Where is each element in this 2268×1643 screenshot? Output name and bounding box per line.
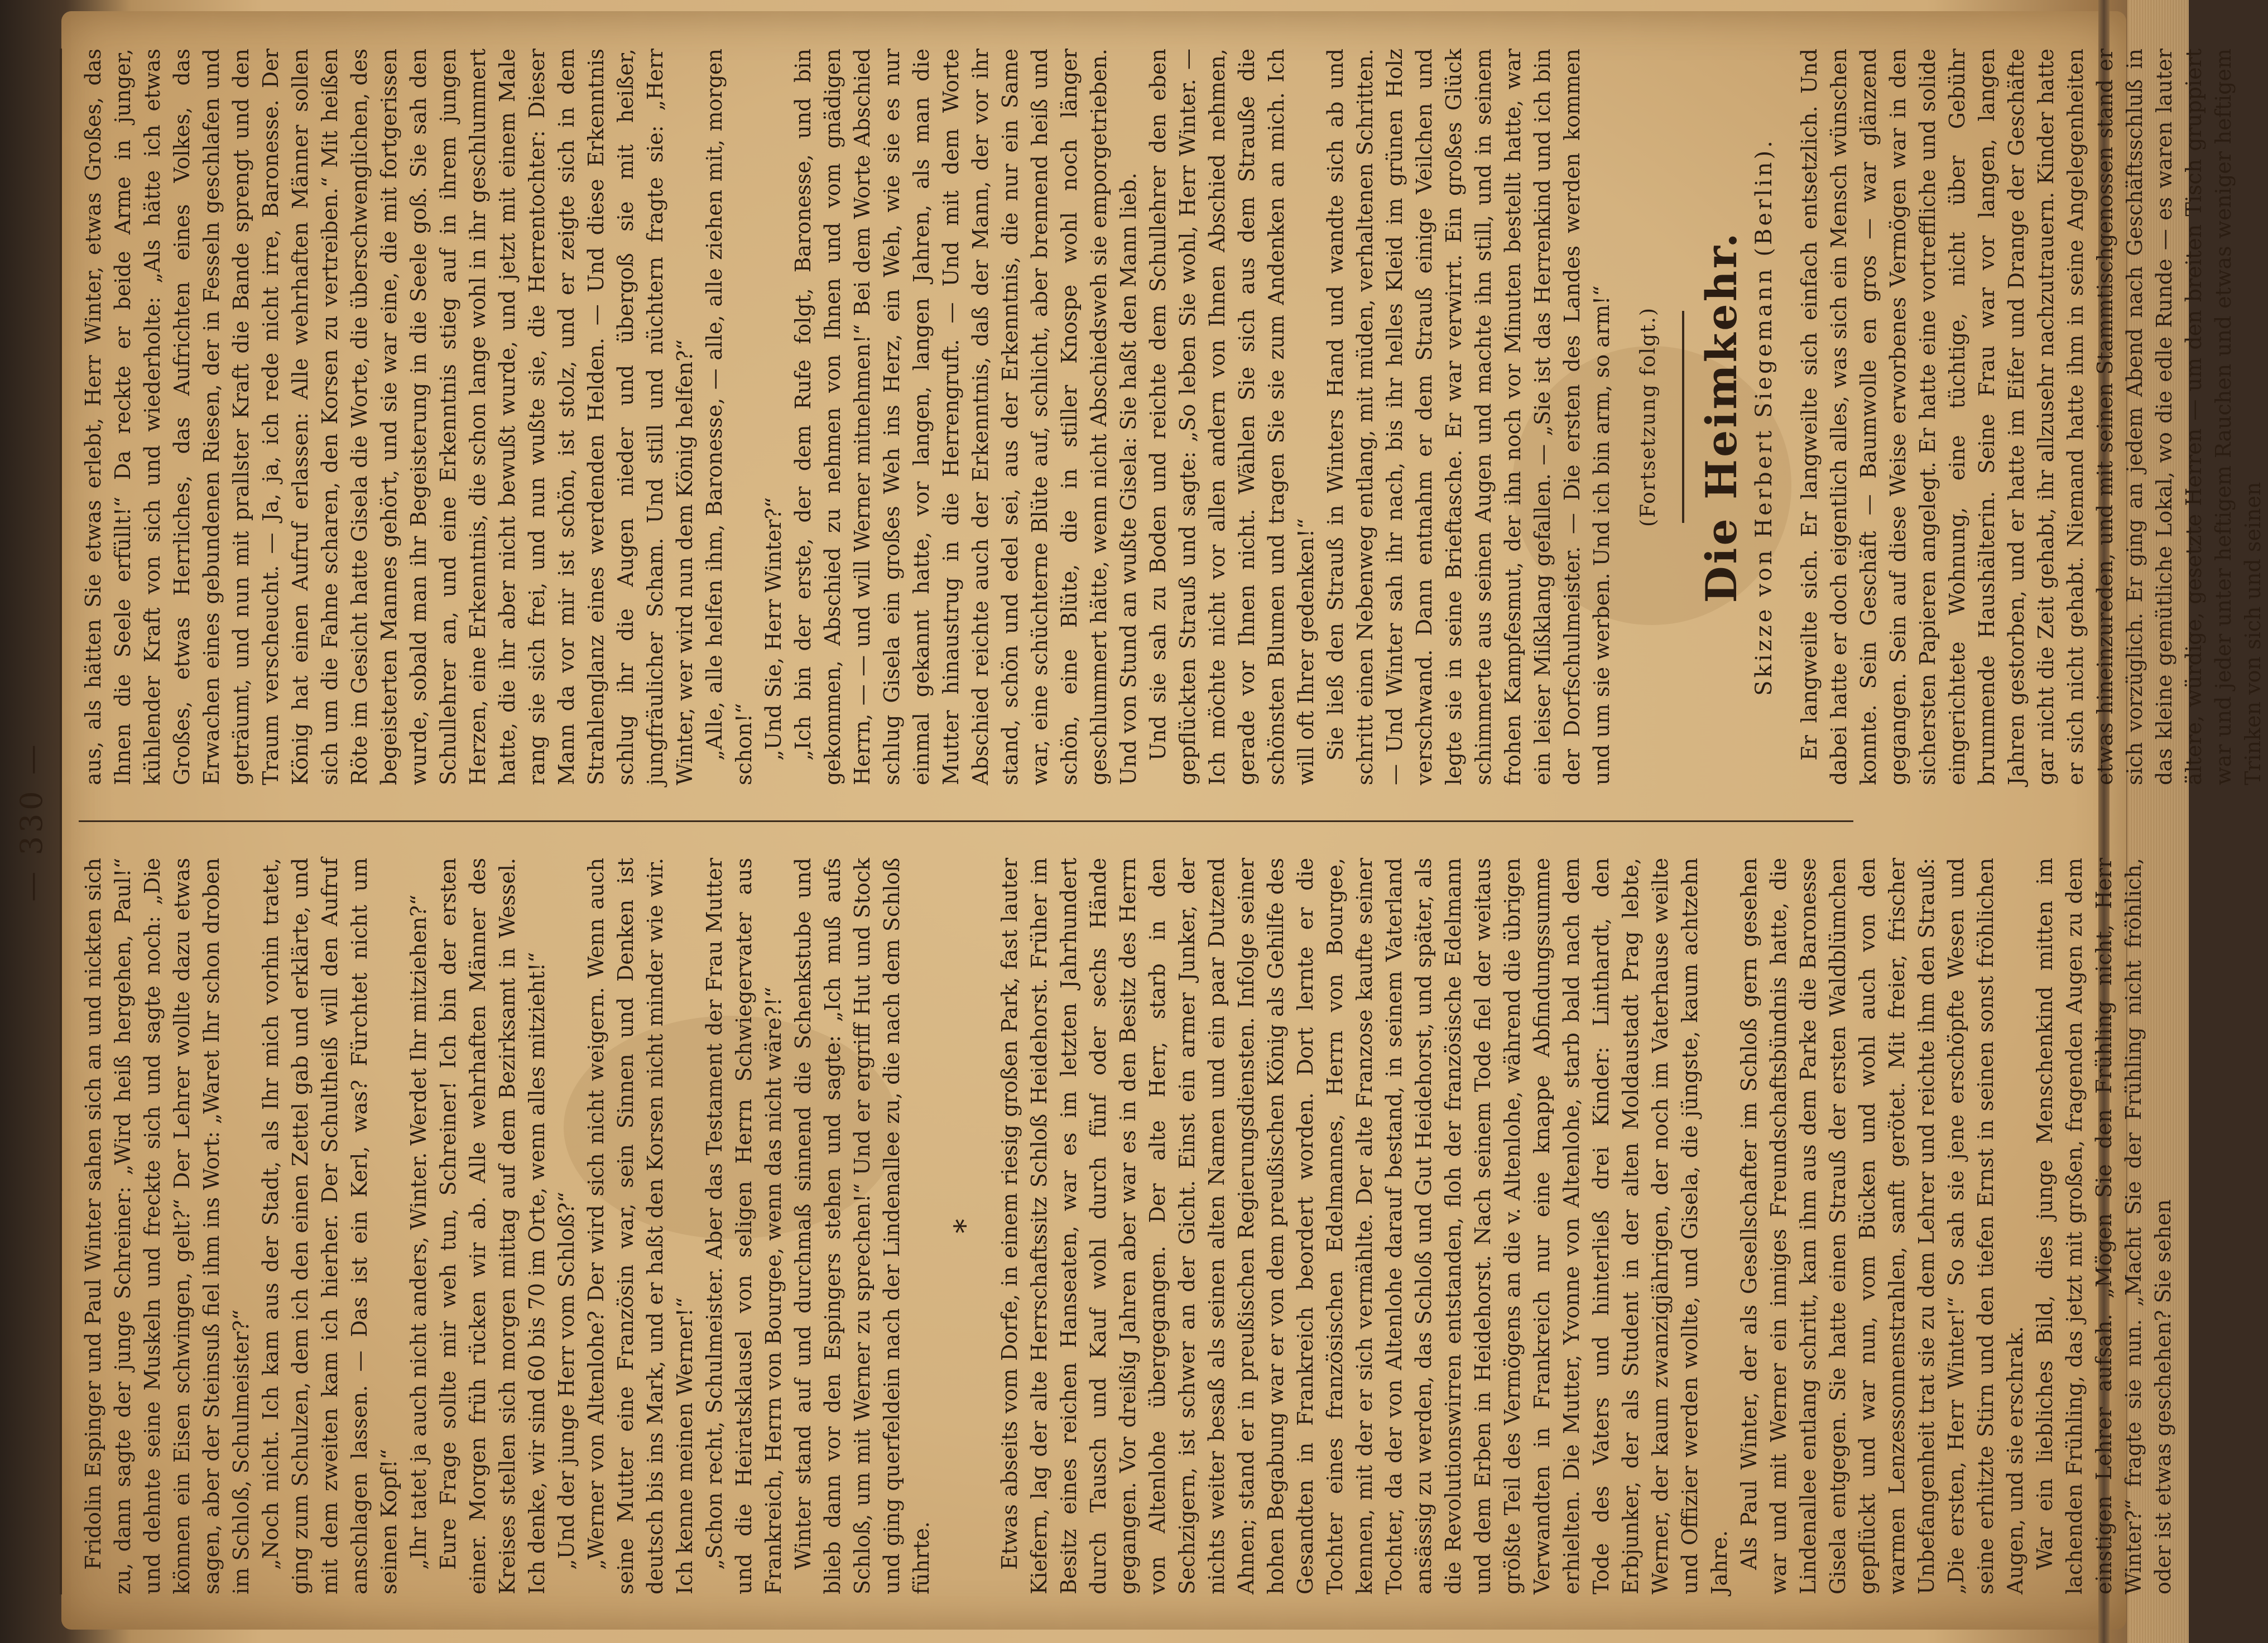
rotated-page-content xyxy=(6,26,2265,1617)
paragraph: „Und Sie, Herr Winter?“ xyxy=(761,497,786,761)
paragraph: Er langweilte sich. Er langweilte sich einfach entsetzlich. Und dabei hatte er doch eigentlich alles, was sich ein Mensch wünschen konnte. Sein Geschäft — Baumwolle en gros — war glänzend gegangen. Sein auf diese Weise erworbenes Vermögen war in den sichersten Papieren angelegt. Er hatte eine vortreffliche und solide eingerichtete Wohnung, eine tüchtige, nicht über Gebühr brummende Haushälterin. Seine Frau war vor langen, langen Jahren gestorben, und er hatte im Eifer und Drange der Geschäfte gar nicht die Zeit gehabt, ihr allzusehr nachzutrauern. Kinder hatte er sich nicht gehabt. Niemand hatte ihm in seine Angelegenheiten etwas hineinzureden, und mit seinen Stammtischgenossen stand er sich vorzüglich. Er ging an jedem Abend nach Geschäftsschluß in das kleine gemütliche Lokal, wo die edle Runde — es waren lauter ältere, würdige, gesetzte Herren — um den breiten Tisch gruppiert war und jeder unter heftigem Rauchen und etwas weniger heftigem Trinken von sich und seinen xyxy=(1797,49,2265,785)
paragraph: Als Paul Winter, der als Gesellschafter im Schloß gern gesehen war und mit Werner ein inniges Freundschaftsbündnis hatte, die Lindenallee entlang schritt, kam ihm aus dem Parke die Baronesse Gisela entgegen. Sie hatte einen Strauß der ersten Waldblümchen gepflückt und war nun, vom Bücken und wohl auch von den warmen Lenzessonnenstrahlen, sanft gerötet. Mit freier, frischer Unbefangenheit trat sie zu dem Lehrer und reichte ihm den Strauß: „Die ersten, Herr Winter!“ So sah sie jene erschöpfte Wesen und seine erhitzte Stirn und den tiefen Ernst in seinen sonst fröhlichen Augen, und sie erschrak. xyxy=(1737,858,2027,1594)
paragraph: Eure Frage sollte mir weh tun, Schreiner! Ich bin der ersten einer. Morgen früh rücken wir ab. Alle wehrhaften Männer des Kreises stellen sich morgen mittag auf dem Bezirksamt in Wessel. Ich denke, wir sind 60 bis 70 im Orte, wenn alles mitzieht!“ xyxy=(436,858,549,1594)
paragraph: „Ihr tatet ja auch nicht anders, Winter. Werdet Ihr mitziehen?“ xyxy=(406,894,431,1570)
paragraph: War ein liebliches Bild, dies junge Menschenkind mitten im lachenden Frühling, das jetzt mit großen, fragenden Augen zu dem einstigen Lehrer aufsah. „Mögen Sie den Frühling nicht, Herr Winter?“ fragte sie nun. „Macht Sie der Frühling nicht fröhlich, oder ist etwas geschehen? Sie sehen xyxy=(2032,858,2175,1594)
paragraph: Sie ließ den Strauß in Winters Hand und wandte sich ab und schritt einen Nebenweg entlang, mit müden, verhaltenen Schritten. — Und Winter sah ihr nach, bis ihr helles Kleid im grünen Holz verschwand. Dann entnahm er dem Strauß einige Veilchen und legte sie in seine Brieftasche. Er war verwirrt. Ein großes Glück schimmerte aus seinen Augen und machte ihn still, und in seinem frohen Kampfesmut, der ihn noch vor Minuten bestellt hatte, war ein leiser Mißklang gefallen. — „Sie ist das Herrenkind und ich bin der Dorfschulmeister. — Die ersten des Landes werden kommen und um sie werben. Und ich bin arm, so arm!“ xyxy=(1323,49,1614,785)
paragraph: Etwas abseits vom Dorfe, in einem riesig großen Park, fast lauter Kiefern, lag der alte Herrschaftssitz Schloß Heidehorst. Früher im Besitz eines reichen Hanseaten, war es im letzten Jahrhundert durch Tausch und Kauf wohl durch fünf oder sechs Hände gegangen. Vor dreißig Jahren aber war es in den Besitz des Herrn von Altenlohe übergegangen. Der alte Herr, starb in den Sechzigern, ist schwer an der Gicht. Einst ein armer Junker, der nichts weiter besaß als seinen alten Namen und ein paar Dutzend Ahnen; stand er in preußischen Regierungsdiensten. Infolge seiner hohen Begabung war er von dem preußischen König als Gehilfe des Gesandten in Frankreich beordert worden. Dort lernte er die Tochter eines französischen Edelmannes, Herrn von Bourgee, kennen, mit der er sich vermählte. Der alte Franzose kaufte seiner Tochter, da der von Altenlohe darauf bestand, in seinem Vaterland ansässig zu werden, das Schloß und Gut Heidehorst, und später, als die Revolutionswirren entstanden, floh der französische Edelmann und dem Erben in Heidehorst. Nach seinem Tode fiel der weitaus größte Teil des Vermögens an die v. Altenlohe, während die übrigen Verwandten in Frankreich nur eine knappe Abfindungssumme erhielten. Die Mutter, Yvonne von Altenlohe, starb bald nach dem Tode des Vaters und hinterließ drei Kinder: Linthardt, den Erbjunker, der als Student in der alten Moldaustadt Prag lebte, Werner, der kaum zwanzigjährigen, der noch im Vaterhause weilte und Offizier werden wollte, und Gisela, die jüngste, kaum achtzehn Jahre. xyxy=(997,858,1732,1594)
column-divider xyxy=(79,820,1853,822)
left-column xyxy=(79,858,2175,1594)
paragraph: „Noch nicht. Ich kam aus der Stadt, als Ihr mich vorhin tratet, ging zum Schulzen, dem ich den einen Zettel gab und erklärte, und mit dem zweiten kam ich hierher. Der Schultheiß will den Aufruf anschlagen lassen. — Das ist ein Kerl, was? Fürchtet nicht um seinen Kopf!“ xyxy=(258,858,401,1594)
paragraph: „Ich bin der erste, der dem Rufe folgt, Baronesse, und bin gekommen, Abschied zu nehmen von Ihnen und vom gnädigen Herrn, — — und will Werner mitnehmen!“ Bei dem Worte Abschied schlug Gisela ein großes Weh ins Herz, ein Weh, wie sie es nur einmal gekannt hatte, vor langen, langen Jahren, als man die Mutter hinaustrug in die Herrengruft. — Und mit dem Worte Abschied reichte auch der Erkenntnis, daß der Mann, der vor ihr stand, schön und edel sei, aus der Erkenntnis, die nur ein Same war, eine schüchterne Blüte auf, schlicht, aber brennend heiß und schön, eine Blüte, die in stiller Knospe wohl noch länger geschlummert hätte, wenn nicht Abschiedsweh sie emporgetrieben. Und von Stund an wußte Gisela: Sie haßt den Mann lieb. xyxy=(791,49,1141,785)
story-title: Die Heimkehr. xyxy=(1697,230,1746,603)
paragraph: „Schon recht, Schulmeister. Aber das Testament der Frau Mutter und die Heiratsklausel von seligen Herrn Schwiegervater aus Frankreich, Herrn von Bourgee, wenn das nicht wäre?!“ xyxy=(702,858,786,1594)
paragraph: Fridolin Espinger und Paul Winter sahen sich an und nickten sich zu, dann sagte der junge Schreiner: „Wird heiß hergehen, Paul!“ und dehnte seine Muskeln und freckte sich und sagte noch: „Die können ein Eisen schwingen, gelt?“ Der Lehrer wollte dazu etwas sagen, aber der Steinsuß fiel ihm ins Wort: „Waret Ihr schon droben im Schloß, Schulmeister?“ xyxy=(81,858,253,1594)
header-rule xyxy=(60,49,62,1594)
right-column xyxy=(79,49,2265,785)
paragraph: „Alle, alle helfen ihm, Baronesse, — alle, alle ziehen mit, morgen schon!“ xyxy=(702,49,756,785)
continuation-note: (Fortsetzung folgt.) xyxy=(1637,307,1660,527)
paragraph: Und sie sah zu Boden und reichte dem Schullehrer den eben gepflückten Strauß und sagte: „So leben Sie wohl, Herr Winter. — Ich möchte nicht vor allen andern von Ihnen Abschied nehmen, gerade vor Ihnen nicht. Wählen Sie sich aus dem Strauße die schönsten Blumen und tragen Sie sie zum Andenken an mich. Ich will oft Ihrer gedenken!“ xyxy=(1146,49,1318,785)
page-number: — 330 — xyxy=(13,741,49,902)
section-break-star: * xyxy=(949,1219,982,1233)
paragraph: Winter stand auf und durchmaß sinnend die Schenkstube und blieb dann vor den Espingers stehen und sagte: „Ich muß aufs Schloß, um mit Werner zu sprechen!“ Und er ergriff Hut und Stock und ging querfeldein nach der Lindenallee zu, die nach dem Schloß führte. xyxy=(791,858,934,1594)
paragraph: aus, als hätten Sie etwas erlebt, Herr Winter, etwas Großes, das Ihnen die Seele erfüllt!“ Da reckte er beide Arme in junger, kühlender Kraft von sich und wiederholte: „Als hätte ich etwas Großes, etwas Herrliches, das Aufrichten eines Volkes, das Erwachen eines gebundenen Riesen, der in Fesseln geschlafen und geträumt, und nun mit prallster Kraft die Bande sprengt und den Traum verscheucht. — Ja, ja, ich rede nicht irre, Baronesse. Der König hat einen Aufruf erlassen: Alle wehrhaften Männer sollen sich um die Fahne scharen, den Korsen zu vertreiben.“ Mit heißen Röte im Gesicht hatte Gisela die Worte, die überschwenglichen, des begeisterten Mannes gehört, und sie war eine, die mit fortgerissen wurde, sobald man ihr Begeisterung in die Seele goß. Sie sah den Schullehrer an, und eine Erkenntnis stieg auf in ihrem jungen Herzen, eine Erkenntnis, die schon lange wohl in ihr geschlummert hatte, die ihr aber nicht bewußt wurde, und jetzt mit einem Male rang sie sich frei, und nun wußte sie, die Herrentochter: Dieser Mann da vor mir ist schön, ist stolz, und er zeigte sich in dem Strahlenglanz eines werdenden Helden. — Und diese Erkenntnis schlug ihr die Augen nieder und übergoß sie mit heißer, jungfräulicher Scham. Und still und nüchtern fragte sie: „Herr Winter, wer wird nun dem König helfen?“ xyxy=(81,49,697,785)
story-byline: Skizze von Herbert Siegemann (Berlin). xyxy=(1751,138,1777,696)
paragraph: „Und der junge Herr vom Schloß?“ xyxy=(554,1192,579,1570)
story-separator-rule xyxy=(1682,311,1684,523)
paragraph: „Werner von Altenlohe? Der wird sich nicht weigern. Wenn auch seine Mutter eine Französin war, sein Sinnen und Denken ist deutsch bis ins Mark, und er haßt den Korsen nicht minder wie wir. Ich kenne meinen Werner!“ xyxy=(584,858,697,1594)
